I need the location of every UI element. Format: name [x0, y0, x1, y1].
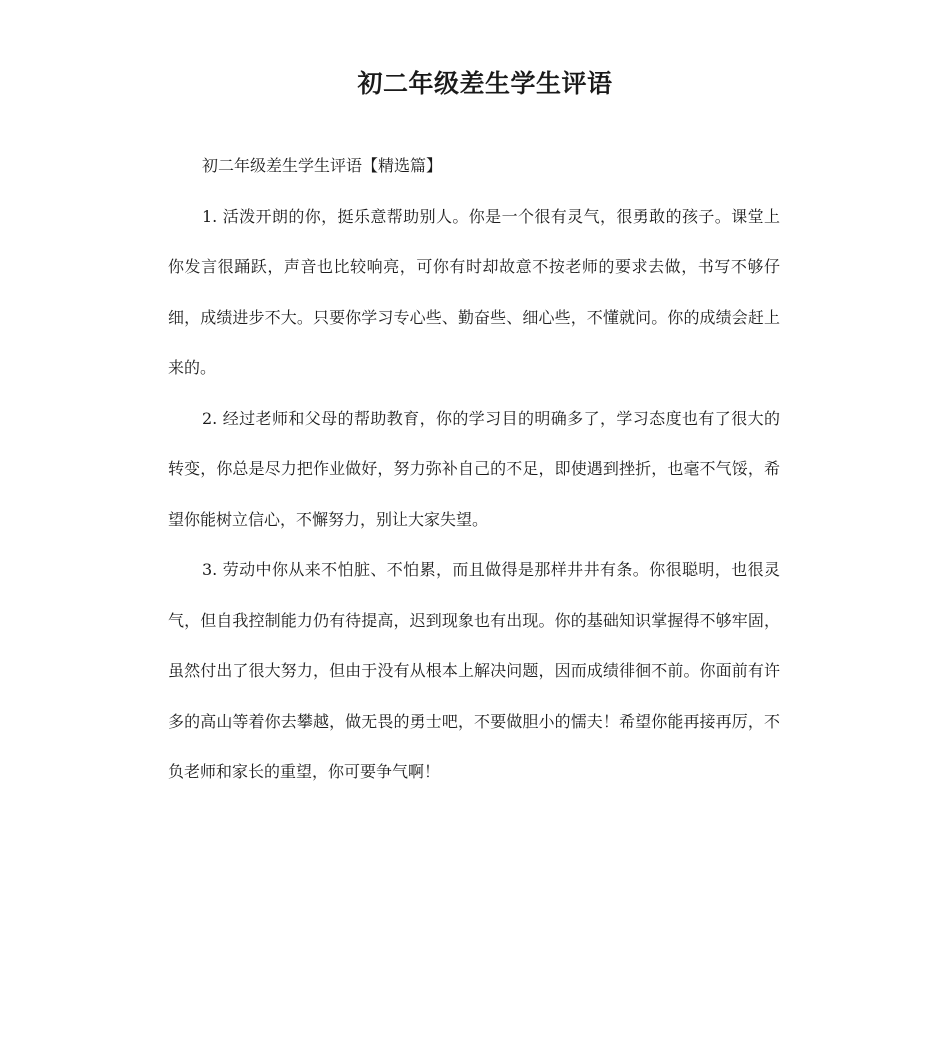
comment-paragraph-1: 1. 活泼开朗的你，挺乐意帮助别人。你是一个很有灵气，很勇敢的孩子。课堂上你发言很踊跃，声音也比较响亮，可你有时却故意不按老师的要求去做，书写不够仔细，成绩进步不大。只要你学习专心些、勤奋些、细心些，不懂就问。你的成绩会赶上来的。	[168, 206, 780, 377]
comment-paragraph-2: 2. 经过老师和父母的帮助教育，你的学习目的明确多了，学习态度也有了很大的转变，你总是尽力把作业做好，努力弥补自己的不足，即使遇到挫折，也毫不气馁，希望你能树立信心，不懈努力，别让大家失望。	[168, 408, 780, 529]
document-subtitle: 初二年级差生学生评语【精选篇】	[202, 156, 443, 175]
document-title: 初二年级差生学生评语	[357, 69, 613, 98]
document-body	[168, 141, 780, 798]
comment-paragraph-3: 3. 劳动中你从来不怕脏、不怕累，而且做得是那样井井有条。你很聪明，也很灵气，但自我控制能力仍有待提高，迟到现象也有出现。你的基础知识掌握得不够牢固，虽然付出了很大努力，但由于没有从根本上解决问题，因而成绩徘徊不前。你面前有许多的高山等着你去攀越，做无畏的勇士吧，不要做胆小的懦夫！希望你能再接再厉，不负老师和家长的重望，你可要争气啊！	[168, 560, 780, 781]
